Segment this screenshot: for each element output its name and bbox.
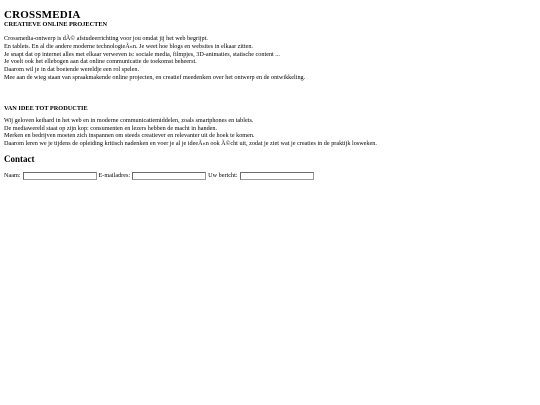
page-content	[4, 0, 536, 180]
message-label: Uw bericht:	[208, 171, 238, 179]
email-label: E-mailadres:	[98, 171, 131, 179]
intro-heading: CREATIEVE ONLINE PROJECTEN	[4, 21, 108, 28]
productie-heading: VAN IDEE TOT PRODUCTIE	[4, 104, 88, 112]
productie-line: Merken en bedrijven moeten zich inspannen om steeds creatiever en relevanter uit de hoek te komen.	[4, 132, 255, 140]
intro-line: Daarom wil je in dat boeiende wereldje een rol spelen.	[4, 66, 140, 74]
contact-heading: Contact	[4, 153, 35, 164]
intro-line: En tablets. En al die andere moderne technologieÃ«n. Je weet hoe blogs en websites in elkaar zitten.	[4, 42, 253, 50]
section-spacer	[4, 82, 536, 105]
intro-text	[4, 35, 536, 82]
productie-line: De mediawereld staat op zijn kop: consumenten en lezers hebben de macht in handen.	[4, 124, 218, 132]
intro-line: Je snapt dat op internet alles met elkaar verweven is: sociale media, filmpjes, 3D-animaties, statische content ...	[4, 50, 280, 58]
message-input[interactable]	[240, 172, 314, 180]
productie-line: Daarom leren we je tijdens de opleiding kritisch nadenken en voer je al je ideeÃ«n ook Ã©cht uit, zodat je ziet wat je creaties in de praktijk losweken.	[4, 140, 377, 148]
name-input[interactable]	[23, 172, 97, 180]
intro-line: Je voelt ook het ellebogen aan dat online communicatie de toekomst beheerst.	[4, 58, 197, 66]
email-input[interactable]	[132, 172, 206, 180]
site-title: CROSSMEDIA	[4, 9, 81, 21]
contact-form	[4, 172, 536, 180]
productie-line: Wij geloven keihard in het web en in moderne communicatiemiddelen, zoals smartphones en tablets.	[4, 116, 254, 124]
intro-line: Mee aan de wieg staan van spraakmakende online projecten, en creatief meedenken over het ontwerp en de ontwikkeling.	[4, 73, 306, 81]
productie-text	[4, 117, 536, 148]
intro-line: Crossmedia-ontwerp is dÃ© afstudeerrichting voor jou omdat jij het web begrijpt.	[4, 35, 208, 42]
name-label: Naam:	[4, 171, 21, 179]
